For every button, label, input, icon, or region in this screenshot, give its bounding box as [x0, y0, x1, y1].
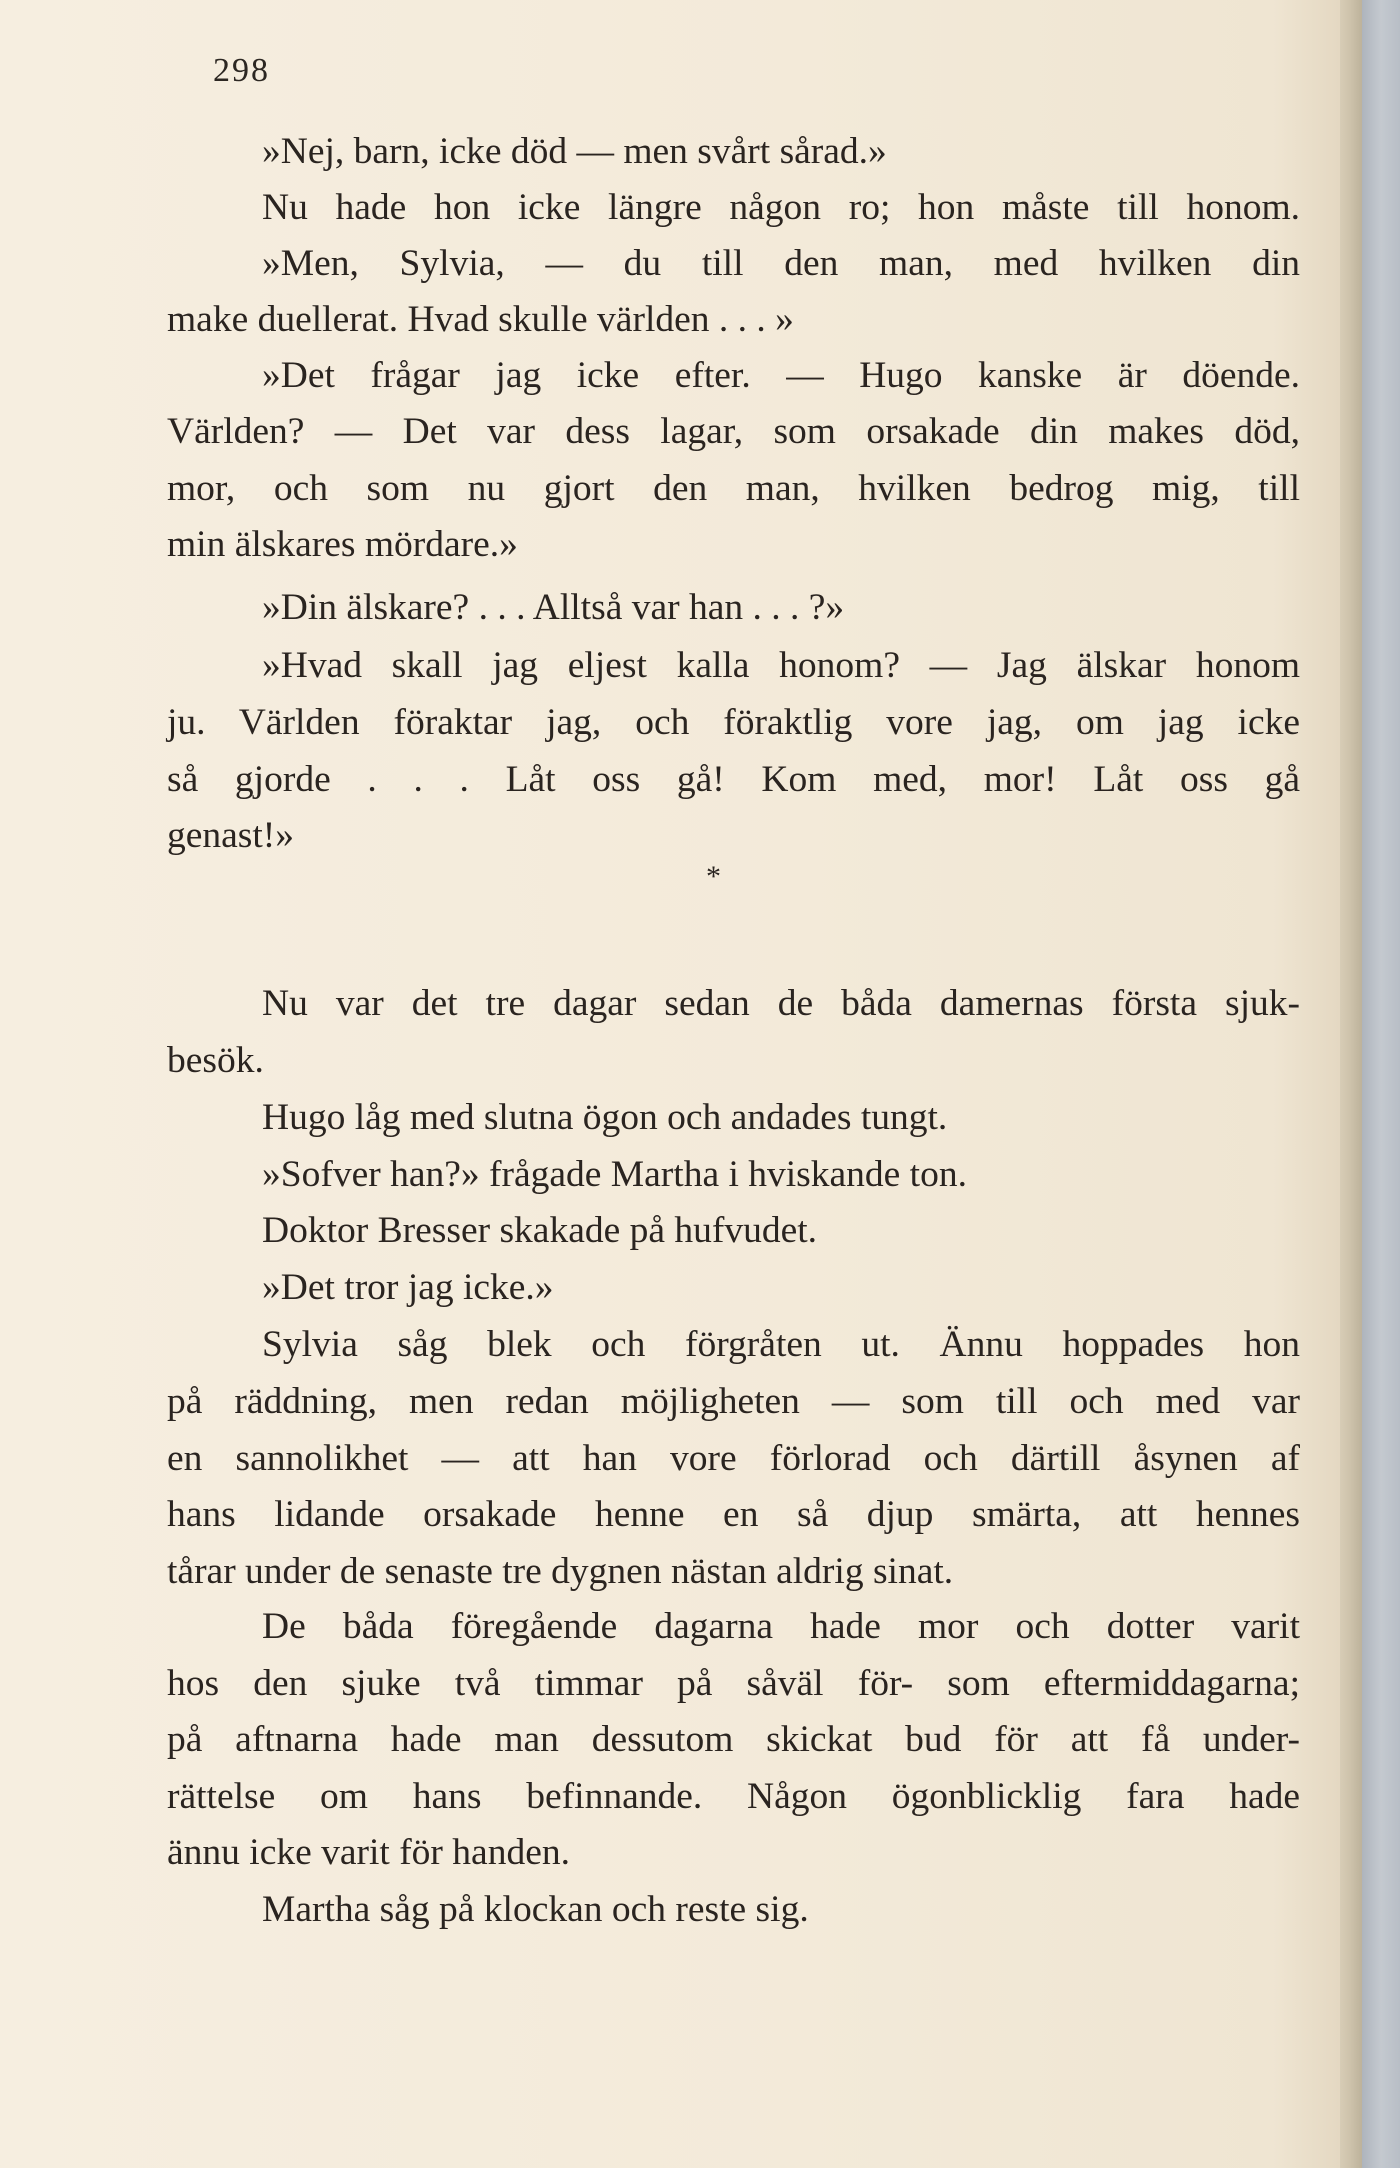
text-line: »Det tror jag icke.»	[262, 1267, 554, 1308]
page-number: 298	[213, 52, 270, 89]
text-line: tårar under de senaste tre dygnen nästan aldrig sinat.	[167, 1551, 954, 1592]
text-line: genast!»	[167, 815, 295, 856]
text-line: »Sofver han?» frågade Martha i hviskande ton.	[262, 1154, 967, 1195]
text-line: rättelse om hans befinnande. Någon ögonblicklig fara hade	[167, 1776, 1300, 1817]
text-line: på räddning, men redan möjligheten — som till och med var	[167, 1381, 1300, 1422]
text-line: Hugo låg med slutna ögon och andades tungt.	[262, 1097, 948, 1138]
text-line: De båda föregående dagarna hade mor och dotter varit	[262, 1606, 1300, 1647]
text-line: ju. Världen föraktar jag, och föraktlig vore jag, om jag icke	[167, 702, 1300, 743]
text-line: en sannolikhet — att han vore förlorad och därtill åsynen af	[167, 1438, 1300, 1479]
text-line: »Det frågar jag icke efter. — Hugo kanske är döende.	[262, 355, 1300, 396]
text-line: Världen? — Det var dess lagar, som orsakade din makes död,	[167, 411, 1300, 452]
text-line: »Hvad skall jag eljest kalla honom? — Jag älskar honom	[262, 645, 1300, 686]
text-line: min älskares mördare.»	[167, 524, 518, 565]
page-edge	[1340, 0, 1362, 2168]
text-line: »Nej, barn, icke död — men svårt sårad.»	[262, 131, 887, 172]
scan-background	[1362, 0, 1400, 2168]
text-line: besök.	[167, 1040, 264, 1081]
text-line: Nu var det tre dagar sedan de båda damernas första sjuk-	[262, 983, 1300, 1024]
text-line: »Men, Sylvia, — du till den man, med hvilken din	[262, 243, 1300, 284]
text-line: på aftnarna hade man dessutom skickat bud för att få under-	[167, 1719, 1300, 1760]
text-line: så gjorde . . . Låt oss gå! Kom med, mor! Låt oss gå	[167, 759, 1300, 800]
text-line: mor, och som nu gjort den man, hvilken bedrog mig, till	[167, 468, 1300, 509]
text-line: »Din älskare? . . . Alltså var han . . . ?»	[262, 587, 845, 628]
text-line: Doktor Bresser skakade på hufvudet.	[262, 1210, 818, 1251]
text-line: Nu hade hon icke längre någon ro; hon måste till honom.	[262, 187, 1300, 228]
section-break-asterisk: *	[706, 860, 721, 893]
text-line: Martha såg på klockan och reste sig.	[262, 1889, 809, 1930]
text-line: make duellerat. Hvad skulle världen . . . »	[167, 299, 794, 340]
text-line: hos den sjuke två timmar på såväl för- som eftermiddagarna;	[167, 1663, 1300, 1704]
text-line: ännu icke varit för handen.	[167, 1832, 570, 1873]
text-line: Sylvia såg blek och förgråten ut. Ännu hoppades hon	[262, 1324, 1300, 1365]
text-line: hans lidande orsakade henne en så djup smärta, att hennes	[167, 1494, 1300, 1535]
